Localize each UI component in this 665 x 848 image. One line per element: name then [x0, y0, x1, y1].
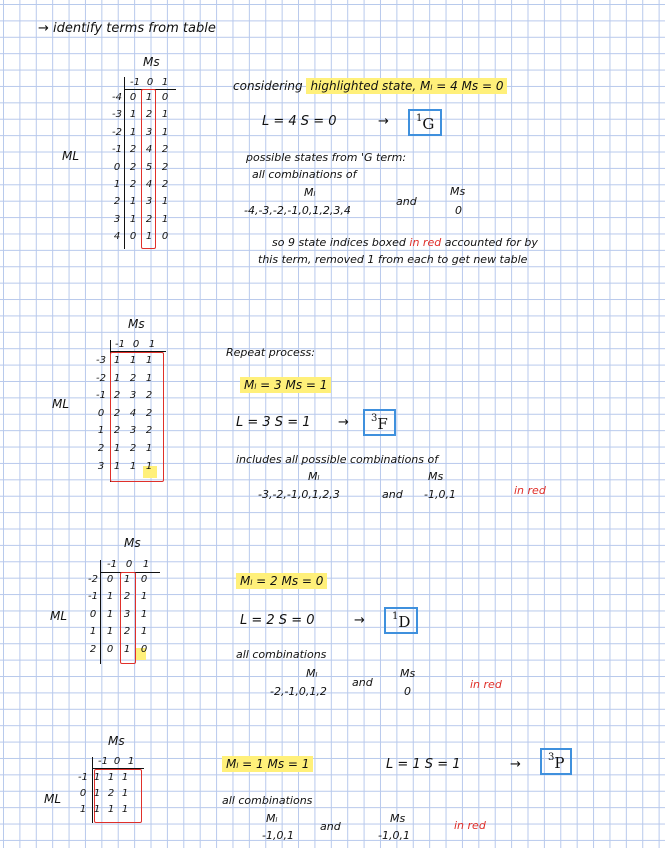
term-symbol-3P: $^3$P — [540, 748, 572, 775]
arrow-icon: → — [354, 613, 365, 628]
ml-axis-label: ML — [62, 149, 80, 163]
table-cell: 0 — [140, 574, 148, 585]
ms-header: 1 — [148, 339, 156, 350]
in-red-label: in red — [470, 678, 502, 691]
ml-head: Mₗ — [266, 812, 278, 825]
ml-row-label: 0 — [113, 161, 121, 173]
table-cell: 1 — [145, 92, 153, 103]
table-cell: 2 — [145, 390, 153, 402]
ms-head: Ms — [390, 812, 406, 825]
term-symbol-3F: $^3$F — [363, 409, 396, 436]
ls-values: L = 2 S = 0 — [240, 613, 315, 628]
ml-row-label: -1 — [112, 144, 122, 156]
table-cell: 1 — [145, 443, 153, 454]
ms-header: 1 — [161, 77, 169, 88]
table-cell: 1 — [121, 788, 129, 799]
table-cell: 3 — [145, 126, 153, 138]
combinations-text: all combinations — [222, 794, 313, 807]
table-cell: 2 — [123, 591, 131, 603]
table-cell: 2 — [145, 109, 153, 121]
ml-row-label: -2 — [112, 126, 122, 138]
repeat-text: Repeat process: — [226, 346, 315, 359]
ms-header: -1 — [130, 77, 140, 88]
ms-head: Ms — [400, 667, 416, 680]
ml-row-label: 2 — [97, 443, 105, 454]
table-cell: 1 — [140, 608, 148, 620]
combinations-text: all combinations of — [252, 168, 357, 181]
table-cell: 0 — [106, 574, 114, 585]
and-text: and — [382, 488, 403, 501]
table-cell: 2 — [129, 443, 137, 454]
table-cell: 1 — [145, 372, 153, 384]
ml-axis-label: ML — [50, 609, 68, 623]
highlighted-state: highlighted state, Mₗ = 4 Ms = 0 — [306, 78, 507, 94]
ml-row-label: 0 — [89, 608, 97, 620]
table-cell: 1 — [161, 213, 169, 225]
table-cell: 1 — [161, 196, 169, 208]
table-cell: 1 — [140, 591, 148, 603]
in-red-label: in red — [454, 819, 486, 832]
highlighted-state: Mₗ = 3 Ms = 1 — [240, 379, 331, 391]
ms-header: -1 — [107, 559, 117, 570]
highlighted-state: Mₗ = 1 Ms = 1 — [222, 758, 313, 770]
table-cell: 0 — [129, 231, 137, 243]
table-cell: 2 — [145, 407, 153, 419]
ml-values: -2,-1,0,1,2 — [270, 685, 327, 698]
table-cell: 1 — [93, 788, 101, 799]
table-cell: 2 — [161, 144, 169, 156]
table-cell: 1 — [129, 196, 137, 208]
table-cell: 1 — [123, 643, 131, 655]
arrow-icon: → — [510, 757, 521, 772]
ml-values: -1,0,1 — [262, 829, 294, 842]
ls-values: L = 1 S = 1 — [386, 757, 461, 772]
table-cell: 2 — [129, 161, 137, 173]
table-cell: 2 — [145, 425, 153, 437]
table-cell: 1 — [129, 126, 137, 138]
ml-row-label: 2 — [89, 643, 97, 655]
ml-row-label: -1 — [88, 591, 98, 603]
table-cell: 4 — [145, 144, 153, 156]
table-cell: 1 — [145, 355, 153, 366]
table-cell: 1 — [129, 213, 137, 225]
table-cell: 3 — [145, 196, 153, 208]
table-cell: 0 — [106, 643, 114, 655]
table-cell: 1 — [107, 804, 115, 815]
arrow-icon: → — [378, 114, 389, 129]
ml-head: Mₗ — [308, 470, 320, 483]
ms-values: -1,0,1 — [424, 488, 456, 501]
ms-values: -1,0,1 — [378, 829, 410, 842]
table-cell: 2 — [161, 179, 169, 190]
table-cell: 1 — [106, 608, 114, 620]
ml-row-label: 0 — [79, 788, 87, 799]
table-cell: 1 — [161, 109, 169, 121]
table-cell: 1 — [106, 626, 114, 638]
table-cell: 1 — [123, 574, 131, 585]
ml-row-label: 3 — [97, 460, 105, 472]
table-cell: 2 — [145, 213, 153, 225]
ml-values: -4,-3,-2,-1,0,1,2,3,4 — [244, 204, 351, 217]
ls-values: L = 3 S = 1 — [236, 415, 311, 430]
table-cell: 1 — [113, 460, 121, 472]
table-cell: 2 — [107, 788, 115, 799]
ms-axis-label: Ms — [124, 536, 141, 550]
ms-axis-label: Ms — [128, 317, 145, 331]
ms-header: -1 — [115, 339, 125, 350]
term-symbol-1G: $^1$G — [408, 109, 442, 136]
table-cell: 2 — [129, 372, 137, 384]
table-cell: 1 — [113, 443, 121, 454]
table-cell: 3 — [129, 390, 137, 402]
ms-header: 0 — [125, 559, 133, 570]
table-cell: 2 — [129, 179, 137, 190]
table-cell: 2 — [113, 390, 121, 402]
table-cell: 2 — [123, 626, 131, 638]
ms-axis-label: Ms — [108, 734, 125, 748]
table-cell: 1 — [107, 772, 115, 783]
possible-states-text: possible states from 'G term: — [246, 151, 407, 164]
table-cell: 1 — [113, 355, 121, 366]
ms-axis-label: Ms — [143, 55, 160, 69]
ms-header: 1 — [127, 756, 135, 767]
ls-values: L = 4 S = 0 — [262, 114, 337, 129]
and-text: and — [352, 676, 373, 689]
ml-head: Mₗ — [306, 667, 318, 680]
combinations-text: all combinations — [236, 648, 327, 661]
note-text-2: this term, removed 1 from each to get new table — [258, 253, 528, 266]
ms-head: Ms — [450, 185, 466, 198]
table-cell: 2 — [161, 161, 169, 173]
term-symbol-1D: $^1$D — [384, 607, 418, 634]
table-cell: 2 — [113, 407, 121, 419]
and-text: and — [396, 195, 417, 208]
ms-values: 0 — [404, 685, 411, 698]
table-cell: 1 — [129, 355, 137, 366]
table-cell: 4 — [145, 179, 153, 190]
includes-text: includes all possible combinations of — [236, 453, 439, 466]
ml-row-label: -3 — [112, 109, 122, 121]
ms-header: 0 — [113, 756, 121, 767]
table-cell: 1 — [113, 372, 121, 384]
table-cell: 1 — [121, 804, 129, 815]
ml-row-label: 2 — [113, 196, 121, 208]
table-cell: 1 — [121, 772, 129, 783]
table-cell: 1 — [106, 591, 114, 603]
table-cell: 1 — [129, 460, 137, 472]
and-text: and — [320, 820, 341, 833]
table-cell: 0 — [161, 231, 169, 243]
ml-row-label: -2 — [88, 574, 98, 585]
ml-axis-label: ML — [44, 792, 62, 806]
table-cell: 1 — [145, 460, 153, 472]
ml-row-label: -4 — [112, 92, 122, 103]
ml-row-label: -2 — [96, 372, 106, 384]
ml-row-label: 4 — [113, 231, 121, 243]
table-cell: 5 — [145, 161, 153, 173]
ml-row-label: 1 — [97, 425, 105, 437]
table-cell: 1 — [129, 109, 137, 121]
table-cell: 0 — [140, 643, 148, 655]
ms-values: 0 — [455, 204, 462, 217]
ml-row-label: 1 — [113, 179, 121, 190]
highlighted-state: Mₗ = 2 Ms = 0 — [236, 575, 327, 587]
table-cell: 2 — [129, 144, 137, 156]
table-cell: 0 — [161, 92, 169, 103]
table-cell: 0 — [129, 92, 137, 103]
ml-axis-label: ML — [52, 397, 70, 411]
table-cell: 1 — [140, 626, 148, 638]
ml-values: -3,-2,-1,0,1,2,3 — [258, 488, 340, 501]
table-cell: 3 — [129, 425, 137, 437]
note-text: so 9 state indices boxed in red accounted for by — [272, 236, 538, 249]
page-heading: → identify terms from table — [38, 21, 216, 36]
ml-row-label: 1 — [79, 804, 87, 815]
in-red-label: in red — [514, 484, 546, 497]
table-cell: 3 — [123, 608, 131, 620]
ml-row-label: -3 — [96, 355, 106, 366]
in-red-label: in red — [409, 236, 442, 249]
ms-head: Ms — [428, 470, 444, 483]
table-cell: 1 — [145, 231, 153, 243]
table-cell: 1 — [93, 804, 101, 815]
consider-text: considering highlighted state, Mₗ = 4 Ms = 0 — [233, 80, 507, 92]
ml-row-label: -1 — [78, 772, 88, 783]
ms-header: -1 — [98, 756, 108, 767]
ms-header: 0 — [132, 339, 140, 350]
ml-head: Mₗ — [304, 186, 316, 199]
table-cell: 1 — [93, 772, 101, 783]
table-cell: 4 — [129, 407, 137, 419]
table-cell: 2 — [113, 425, 121, 437]
ml-row-label: 0 — [97, 407, 105, 419]
ms-header: 0 — [146, 77, 154, 88]
ms-header: 1 — [142, 559, 150, 570]
table-cell: 1 — [161, 126, 169, 138]
ml-row-label: 1 — [89, 626, 97, 638]
arrow-icon: → — [338, 415, 349, 430]
ml-row-label: -1 — [96, 390, 106, 402]
ml-row-label: 3 — [113, 213, 121, 225]
